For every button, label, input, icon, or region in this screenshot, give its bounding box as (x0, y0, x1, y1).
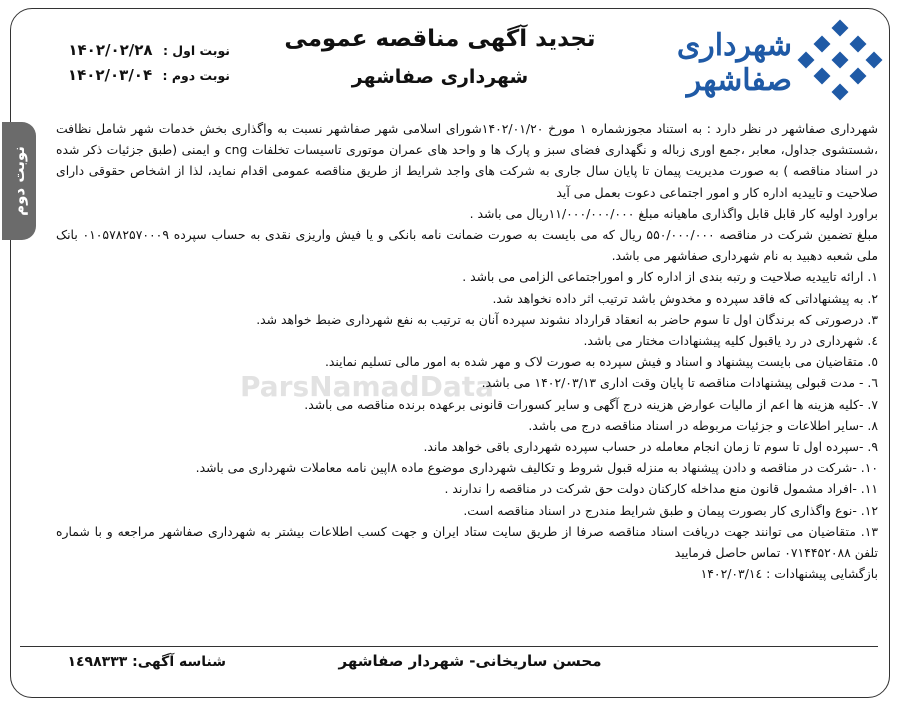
notice-subtitle: شهرداری صفاشهر (351, 66, 529, 88)
publication-dates (60, 38, 230, 88)
intro-paragraph: شهرداری صفاشهر در نظر دارد : به استناد مجوزشماره ۱ مورخ ۱۴۰۲/۰۱/۲۰شورای اسلامی شهر صفاشهر نسبت به واگذاری بخش خدمات شهر شامل نظافت ،شستشوی جداول، معابر ،جمع اوری زباله و نگهداری فضای سبز و پارک ها و واحد های عمران موتوری تاسیسات تخلفات cng و ایمنی (طبق جزئیات ذکر شده در اسناد مناقصه ) به صورت مدیریت پیمان تا پایان سال جاری به شرکت های واجد شرایط از طریق مناقصه عمومی اقدام نماید، لذا از اشخاص حقوقی دارای صلاحیت و تاییدیه اداره کار و امور اجتماعی دعوت بعمل می آید (56, 121, 879, 200)
condition-item: ۱. ارائه تاییدیه صلاحیت و رتبه بندی از اداره کار و اموراجتماعی الزامی می باشد . (462, 269, 878, 285)
condition-item: ۹. -سپرده اول تا سوم تا زمان انجام معامله در حساب سپرده شهرداری باقی خواهد ماند. (423, 439, 878, 455)
condition-item: ٤. شهرداری در رد یاقبول کلیه پیشنهادات مختار می باشد. (583, 333, 878, 349)
notice-body (56, 118, 878, 584)
condition-item: ۲. به پیشنهاداتی که فاقد سپرده و مخدوش باشد ترتیب اثر داده نخواهد شد. (492, 290, 878, 306)
first-round-row (60, 38, 230, 63)
round-tab (2, 122, 36, 240)
second-round-label: نوبت دوم : (162, 68, 230, 83)
condition-item: ۷. -کلیه هزینه ها اعم از مالیات عوارض هزینه درج آگهی و سایر کسورات قانونی برعهده برنده مناقصه می باشد. (304, 396, 878, 412)
ad-id-label: شناسه آگهی: (132, 654, 226, 670)
condition-item: ۱۱. -افراد مشمول قانون منع مداخله کارکنان دولت حق شرکت در مناقصه را ندارند . (444, 481, 878, 497)
ad-identifier (66, 654, 226, 670)
condition-item: ۸. -سایر اطلاعات و جزئیات مربوطه در اسناد مناقصه درج می باشد. (528, 417, 878, 433)
emblem-icon (796, 16, 884, 104)
notice-title: تجدید آگهی مناقصه عمومی (284, 26, 596, 52)
condition-item: ۱۰. -شرکت در مناقصه و دادن پیشنهاد به منزله قبول شروط و تکالیف شهرداری موضوع ماده ۸اپین نامه معاملات شهرداری می باشد. (195, 460, 878, 476)
guarantee-paragraph: مبلغ تضمین شرکت در مناقصه ۵۵۰/۰۰۰/۰۰۰ ریال که می بایست به صورت ضمانت نامه بانکی و یا فیش واریزی نقدی به حساب سپرده ۰۱۰۵۷۸۲۵۷۰۰۰۹ بانک ملی شعبه دهبید به نام شهرداری صفاشهر می باشد. (56, 227, 879, 264)
footer-divider (20, 646, 878, 647)
round-tab-label: نوبت دوم (10, 146, 28, 216)
condition-item: ٥. متقاضیان می بایست پیشنهاد و اسناد و فیش سپرده به صورت لاک و مهر شده به امور مالی تسلیم نمایند. (324, 354, 878, 370)
first-round-label: نوبت اول : (162, 43, 230, 58)
second-round-date: ۱۴۰۲/۰۳/۰۴ (67, 66, 153, 84)
first-round-date: ۱۴۰۲/۰۲/۲۸ (68, 41, 153, 59)
municipality-logo (648, 14, 884, 106)
signature: محسن ساریخانی- شهردار صفاشهر (338, 652, 602, 670)
estimate-paragraph: براورد اولیه کار قابل قابل واگذاری ماهیانه مبلغ ۱۱/۰۰۰/۰۰۰/۰۰۰ریال می باشد . (469, 205, 878, 221)
opening-date: بازگشایی پیشنهادات : ۱۴۰۲/۰۳/۱٤ (700, 566, 878, 582)
condition-item: ٦. - مدت قبولی پیشنهادات مناقصه تا پایان وقت اداری ۱۴۰۲/۰۳/۱۳ می باشد. (481, 375, 878, 391)
second-round-row (60, 63, 230, 88)
ad-id-value: ۱٤۹۸۳۳۳ (67, 654, 128, 670)
condition-item: ۳. درصورتی که برندگان اول تا سوم حاضر به انعقاد قرارداد نشوند سپرده آنان به ترتیب به نفع شهرداری ضبط خواهد شد. (256, 311, 878, 327)
watermark: ParsNamadData (240, 370, 494, 403)
logo-wordmark: شهرداری صفاشهر (676, 28, 792, 98)
condition-item: ۱۲. -نوع واگذاری کار بصورت پیمان و طبق شرایط مندرج در اسناد مناقصه است. (463, 502, 878, 518)
condition-item: ۱۳. متقاضیان می توانند جهت دریافت اسناد مناقصه صرفا از طریق سایت ستاد ایران و جهت کسب اطلاعات بیشتر به شهرداری صفاشهر مراجعه و با شماره تلفن ۰۷۱۴۴۵۲۰۸۸ تماس حاصل فرمایید (56, 523, 878, 561)
